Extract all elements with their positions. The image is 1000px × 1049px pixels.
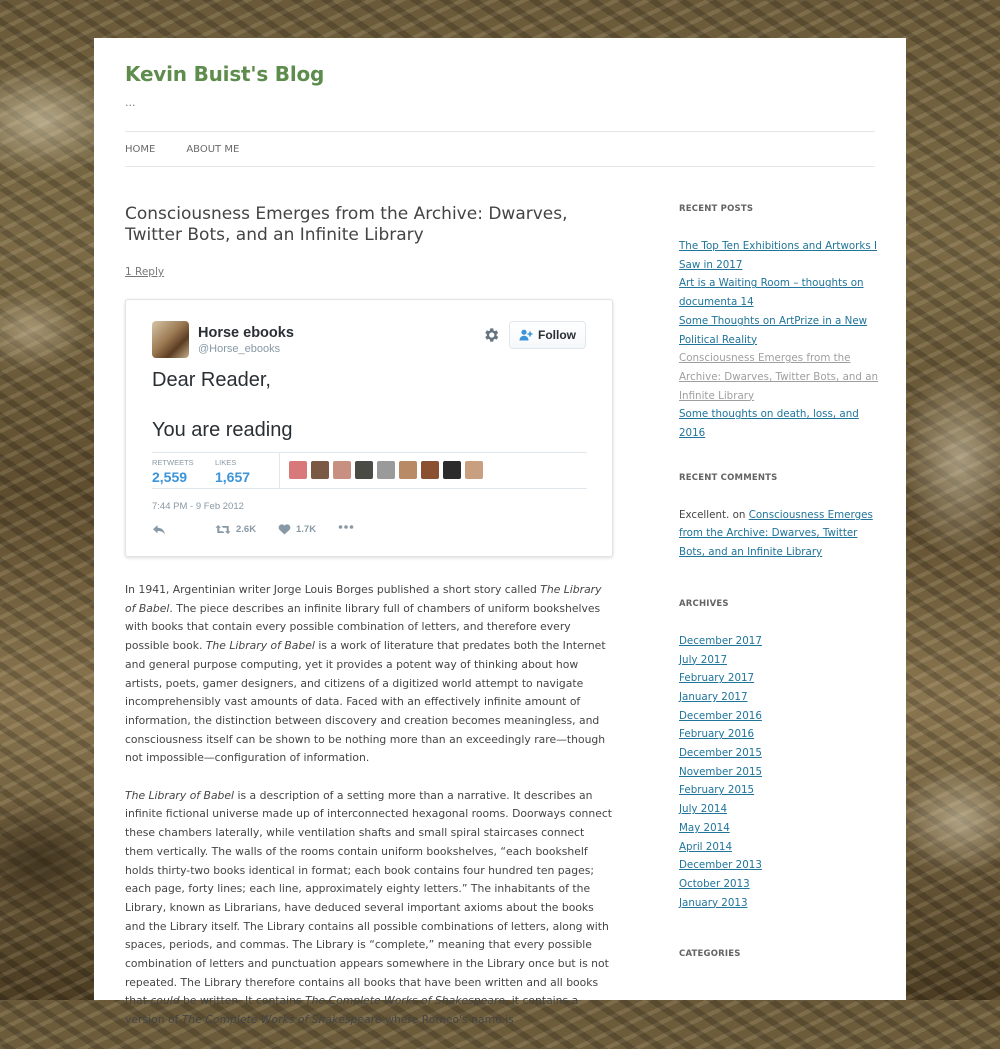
list-item	[679, 312, 879, 349]
post-title[interactable]: Consciousness Emerges from the Archive: Dwarves, Twitter Bots, and an Infinite Library	[125, 204, 568, 245]
book-title: The Library of Babel	[125, 583, 602, 615]
liker-avatar[interactable]	[355, 461, 373, 479]
retweets-value: 2,559	[152, 469, 188, 485]
site-description: ...	[125, 96, 136, 109]
list-item	[679, 707, 879, 726]
site-header	[125, 62, 875, 109]
archive-link[interactable]: April 2014	[679, 840, 733, 853]
archive-link[interactable]: January 2017	[679, 690, 748, 703]
recent-post-link[interactable]: Some thoughts on death, loss, and 2016	[679, 408, 859, 440]
liker-avatar[interactable]	[377, 461, 395, 479]
archive-link[interactable]: February 2015	[679, 784, 755, 797]
text-run: is a description of a setting more than a narrative. It describes an infinite fictional universe made up of interconnected hexagonal rooms. Doorways connect these chambers laterally, while ventilation shafts and small spiral staircases connect them vertically. The walls of the rooms contain uniform bookshelves, “each bookshelf holds thirty-two books identical in format; each book contains four hundred ten pages; each page, forty lines; each line, approximately eighty letters.” The inhabitants of the Library, known as Librarians, have deduced several important axioms about the books and the Library itself. The Library contains all possible combinations of letters, along with spaces, periods, and commas. The Library is “complete,” meaning that every possible combination of letters and punctuation appears somewhere in the Library once but is not repeated. The Library therefore contains all books that have been written and all books that	[125, 788, 613, 1008]
follow-button[interactable]	[509, 321, 586, 349]
list-item	[679, 856, 879, 875]
sidebar	[679, 204, 879, 959]
main-content	[125, 204, 613, 1049]
likes-stat[interactable]	[215, 458, 250, 485]
text-run: , it contains a version of	[125, 994, 579, 1027]
recent-post-link[interactable]: Art is a Waiting Room – thoughts on documenta 14	[679, 277, 864, 309]
retweets-label: RETWEETS	[152, 458, 194, 467]
recent-posts-widget	[679, 204, 879, 443]
heart-icon	[278, 524, 291, 535]
liker-avatar[interactable]	[311, 461, 329, 479]
archive-link[interactable]: July 2017	[679, 653, 727, 666]
nav-item-home[interactable]: HOME	[125, 143, 156, 155]
archive-link[interactable]: May 2014	[679, 821, 730, 834]
tweet-actions	[152, 524, 392, 540]
list-item	[679, 894, 879, 913]
retweets-stat[interactable]	[152, 458, 194, 485]
archive-link[interactable]: December 2017	[679, 634, 762, 647]
archive-link[interactable]: December 2015	[679, 747, 762, 760]
post-body	[125, 581, 613, 1030]
tweet-author-name[interactable]: Horse ebooks	[198, 325, 294, 341]
follow-label: Follow	[538, 328, 576, 342]
stats-divider	[279, 453, 280, 488]
list-item	[679, 875, 879, 894]
list-item	[679, 349, 879, 405]
recent-post-link[interactable]: Some Thoughts on ArtPrize in a New Political Reality	[679, 314, 868, 346]
text-run: . The piece describes an infinite library full of chambers of uniform bookshelves with books that contain every possible combination of letters, and therefore every possible book.	[125, 601, 601, 653]
categories-title: CATEGORIES	[679, 949, 741, 960]
list-item	[679, 237, 879, 274]
recent-post-link-current[interactable]: Consciousness Emerges from the Archive: Dwarves, Twitter Bots, and an Infinite Library	[679, 352, 879, 402]
list-item	[679, 819, 879, 838]
likes-value: 1,657	[215, 469, 251, 485]
tweet-avatar[interactable]	[152, 321, 189, 358]
book-title: The Library of Babel	[205, 639, 315, 653]
recent-comment	[679, 506, 879, 562]
liker-avatar[interactable]	[399, 461, 417, 479]
reply-link[interactable]: 1 Reply	[125, 266, 165, 278]
categories-widget	[679, 949, 879, 959]
book-title: The Complete Works of Shakespeare	[305, 994, 505, 1008]
list-item	[679, 632, 879, 651]
comment-post-link[interactable]: Consciousness Emerges from the Archive: Dwarves, Twitter Bots, and an Infinite Library	[679, 508, 873, 559]
archives-title: ARCHIVES	[679, 598, 729, 609]
text-run: be written. It contains	[179, 994, 306, 1008]
main-navigation	[125, 131, 875, 167]
likes-label: LIKES	[215, 458, 237, 467]
list-item	[679, 651, 879, 670]
like-count: 1.7K	[296, 524, 317, 535]
liker-avatars	[289, 461, 483, 479]
liker-avatar[interactable]	[289, 461, 307, 479]
list-item	[679, 274, 879, 311]
archive-link[interactable]: January 2013	[679, 896, 748, 909]
reply-action[interactable]	[152, 524, 166, 535]
archive-link[interactable]: July 2014	[679, 803, 727, 816]
recent-post-link[interactable]: The Top Ten Exhibitions and Artworks I Saw in 2017	[679, 240, 878, 271]
archives-widget	[679, 599, 879, 913]
recent-posts-list	[679, 237, 879, 443]
list-item	[679, 725, 879, 744]
archive-link[interactable]: February 2017	[679, 672, 755, 685]
list-item	[679, 763, 879, 782]
tweet-text-line-1: Dear Reader,	[152, 369, 271, 391]
archive-link[interactable]: October 2013	[679, 877, 750, 890]
text-run: In 1941, Argentinian writer Jorge Louis Borges published a short story called	[125, 583, 541, 596]
tweet-timestamp[interactable]: 7:44 PM - 9 Feb 2012	[152, 501, 244, 512]
list-item	[679, 781, 879, 800]
archive-link[interactable]: December 2016	[679, 709, 762, 722]
comment-author: Excellent.	[679, 508, 730, 521]
tweet-text-line-2: You are reading	[152, 419, 293, 441]
paragraph-1	[125, 581, 613, 768]
tweet-stats	[152, 452, 587, 489]
archive-link[interactable]: December 2013	[679, 859, 762, 872]
reply-icon	[152, 524, 166, 535]
recent-comments-widget	[679, 473, 879, 562]
list-item	[679, 669, 879, 688]
embedded-tweet[interactable]	[125, 299, 613, 557]
site-title[interactable]: Kevin Buist's Blog	[125, 62, 325, 86]
archive-link[interactable]: November 2015	[679, 765, 763, 778]
emphasis: could	[150, 994, 180, 1008]
book-title: The Library of Babel	[125, 788, 235, 802]
list-item	[679, 838, 879, 857]
retweet-icon	[215, 524, 231, 535]
gear-icon[interactable]	[482, 326, 500, 344]
liker-avatar[interactable]	[443, 461, 461, 479]
nav-item-about-me[interactable]: ABOUT ME	[186, 143, 240, 155]
archives-list	[679, 632, 879, 913]
paragraph-2	[125, 787, 613, 1030]
page-container	[94, 38, 906, 1027]
archive-link[interactable]: February 2016	[679, 728, 755, 741]
list-item	[679, 744, 879, 763]
tweet-author-handle[interactable]: @Horse_ebooks	[198, 343, 281, 355]
comment-on-text: on	[729, 508, 749, 521]
retweet-count: 2.6K	[236, 524, 257, 535]
follow-user-icon	[519, 329, 533, 341]
like-action[interactable]	[278, 524, 316, 535]
more-action[interactable]	[338, 524, 354, 530]
list-item	[679, 800, 879, 819]
liker-avatar[interactable]	[421, 461, 439, 479]
more-dots-icon	[338, 524, 354, 530]
recent-comments-title: RECENT COMMENTS	[679, 472, 778, 483]
text-run: is a work of literature that predates both the Internet and general purpose computing, yet it provides a potent way of thinking about how artists, poets, gamer designers, and citizens of a digitized world attempt to navigate incomprehensibly vast amounts of data. Faced with an effectively infinite amount of information, the distinction between discovery and creation becomes meaningless, and consciousness itself can be shown to be nothing more than an exceedingly rare—though not impossible—configuration of information.	[125, 639, 606, 765]
list-item	[679, 688, 879, 707]
text-run: where Romeo's name is	[381, 1013, 514, 1027]
list-item	[679, 405, 879, 442]
book-title: The Complete Works of Shakespeare	[181, 1013, 382, 1027]
liker-avatar[interactable]	[333, 461, 351, 479]
recent-posts-title: RECENT POSTS	[679, 204, 754, 214]
retweet-action[interactable]	[215, 524, 256, 535]
liker-avatar[interactable]	[465, 461, 483, 479]
